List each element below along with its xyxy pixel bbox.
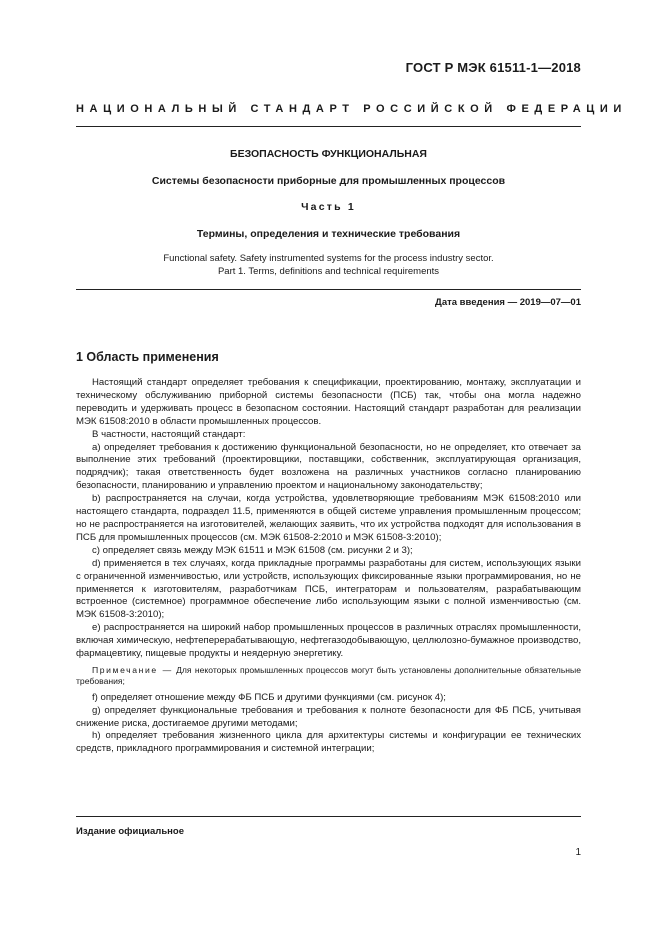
note-label: Примечание — bbox=[92, 664, 173, 675]
paragraph-in-particular: В частности, настоящий стандарт: bbox=[92, 428, 246, 440]
title-main: БЕЗОПАСНОСТЬ ФУНКЦИОНАЛЬНАЯ bbox=[230, 148, 427, 160]
list-item-d: d) применяется в тех случаях, когда прикладные программы разработаны для систем, использующих языки с ограниченной изменчивостью, или устройств, использующих фиксированные языки программирования, но не применяется к изготовителям, разработчикам ПСБ, интеграторам и пользователям, разрабатывающим встроенное (системное) программное обеспечение либо использующим языки с полной изменчивостью (см. МЭК 61508-3:2010); bbox=[76, 557, 581, 621]
list-item-b: b) распространяется на случаи, когда устройства, удовлетворяющие требованиям МЭК 61508:2010 или настоящего стандарта, подраздел 11.5, применяются в общей системе управления промышленным процессом; но не распространяется на изготовителей, желающих заявить, что их устройства подходят для использования в ПСБ для промышленных процессов (см. МЭК 61508-2:2010 и МЭК 61508-3:2010); bbox=[76, 493, 581, 543]
list-item-g: g) определяет функциональные требования и требования к полноте безопасности для ФБ ПСБ, учитывая снижение риска, достигаемое другими методами; bbox=[76, 704, 581, 729]
note-text: Для некоторых промышленных процессов могут быть установлены дополнительные обязательные требования; bbox=[76, 664, 581, 687]
list-item-h: h) определяет требования жизненного цикла для архитектуры системы и конфигурации ее технических средств, прикладного программирования и системной интеграции; bbox=[76, 730, 581, 755]
title-systems: Системы безопасности приборные для промышленных процессов bbox=[151, 175, 506, 187]
section-heading: 1 Область применения bbox=[76, 350, 219, 364]
english-title-line1: Functional safety. Safety instrumented systems for the process industry sector. bbox=[163, 253, 494, 264]
note bbox=[76, 665, 581, 688]
footer-divider bbox=[76, 816, 581, 817]
introduction-date: Дата введения — 2019—07—01 bbox=[435, 297, 581, 308]
standard-number: ГОСТ Р МЭК 61511-1—2018 bbox=[405, 60, 581, 75]
paragraph-intro: Настоящий стандарт определяет требования к спецификации, проектированию, монтажу, эксплуатации и техническому обслуживанию приборной системы безопасности (ПСБ) так, чтобы она могла надежно переводить и удерживать процесс в безопасном состоянии. Настоящий стандарт разработан для реализации МЭК 61508:2010 в области промышленных процессов. bbox=[76, 377, 581, 427]
title-terms: Термины, определения и технические требования bbox=[196, 228, 461, 240]
title-divider bbox=[76, 289, 581, 290]
list-item-a: а) определяет требования к достижению функциональной безопасности, но не определяет, кто отвечает за выполнение этих требований (проектировщики, поставщики, собственник, эксплуатирующая организация, подрядчик); такая ответственность будет возложена на различных участников согласно планированию безопасности, планированию и управлению проектом и национальному законодательству; bbox=[76, 441, 581, 492]
english-title-line2: Part 1. Terms, definitions and technical requirements bbox=[217, 266, 440, 277]
page-number: 1 bbox=[575, 847, 581, 858]
section-body bbox=[76, 377, 581, 756]
national-standard-banner: НАЦИОНАЛЬНЫЙ СТАНДАРТ РОССИЙСКОЙ ФЕДЕРАЦИИ bbox=[76, 103, 627, 115]
edition-label: Издание официальное bbox=[76, 826, 184, 837]
list-item-f: f) определяет отношение между ФБ ПСБ и другими функциями (см. рисунок 4); bbox=[92, 691, 446, 703]
top-divider bbox=[76, 126, 581, 127]
title-part: Часть 1 bbox=[301, 201, 356, 213]
list-item-e: e) распространяется на широкий набор промышленных процессов в различных отраслях промышленности, включая химическую, нефтеперерабатывающую, нефтегазодобывающую, целлюлозно-бумажное производство, фармацевтику, пищевые продукты и неядерную энергетику. bbox=[76, 622, 581, 660]
list-item-c: c) определяет связь между МЭК 61511 и МЭК 61508 (см. рисунки 2 и 3); bbox=[92, 544, 413, 556]
